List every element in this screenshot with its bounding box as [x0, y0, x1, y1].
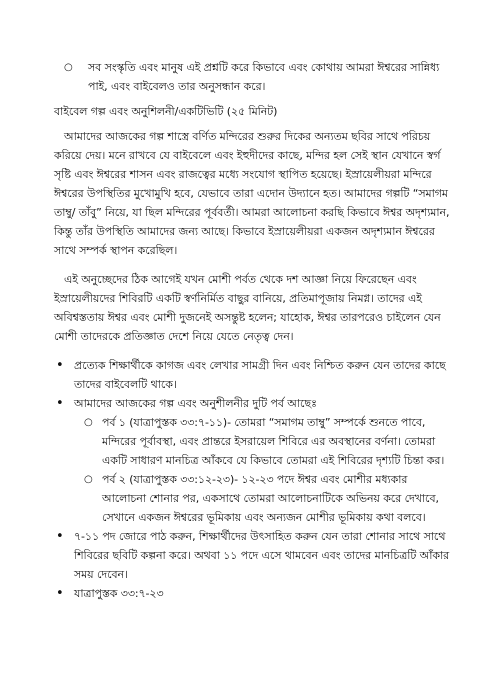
list-item-text: প্রত্যেক শিক্ষার্থীকে কাগজ এবং লেখার সামগ্রী দিন এবং নিশ্চিত করুন যেন তাদের কাছে তাদের বাইবেলটি থাকে। — [74, 359, 446, 391]
bullet-dot-icon: • — [56, 396, 64, 411]
bullet-dot-icon: • — [56, 586, 64, 601]
sub-list-item — [84, 470, 453, 527]
hollow-circle-icon: ○ — [64, 62, 73, 73]
intro-bullet-text: সব সংস্কৃতি এবং মানুষ এই প্রশ্নটি করে কিভাবে এবং কোথায় আমরা ঈশ্বরের সান্নিধ্য পাই, এবং বাইবেলও তার অনুসন্ধান করে। — [88, 61, 440, 93]
hollow-circle-icon: ○ — [84, 417, 93, 428]
bullet-dot-icon: • — [56, 529, 64, 544]
bullet-dot-icon: • — [56, 358, 64, 373]
intro-sub-bullet — [64, 58, 453, 96]
paragraph-golden-calf: এই অনুচ্ছেদের ঠিক আগেই যখন মোশী পর্বত থেকে দশ আজ্ঞা নিয়ে ফিরেছেন এবং ইস্রায়েলীয়দের শিবিরটি একটি স্বর্ণনির্মিত বাছুর বানিয়ে, প্রতিমাপূজায় নিমগ্ন। তাদের এই অবিশ্বস্ততায় ঈশ্বর এবং মোশী দুজনেই অসন্তুষ্ট হলেন; যাহোক, ঈশ্বর তারপরেও চাইলেন যেন মোশী তাদেরকে প্রতিজ্ঞাত দেশে নিয়ে যেতে নেতৃত্ব দেন। — [54, 273, 441, 343]
list-item-text: ৭-১১ পদ জোরে পাঠ করুন, শিক্ষার্থীদের উৎসাহিত করুন যেন তারা শোনার সাথে সাথে শিবিরের ছবিটি কল্পনা করে। অথবা ১১ পদে এসে থামবেন এবং তাদের মানচিত্রটি আঁকার সময় দেবেন। — [74, 530, 450, 581]
sub-list-item-text: পর্ব ২ (যাত্রাপুস্তক ৩৩:১২-২৩)- ১২-২৩ পদে ঈশ্বর এবং মোশীর মধ্যকার আলোচনা শোনার পর, একসাথে তোমরা আলোচনাটিকে অভিনয় করে দেখাবে, সেখানে একজন ঈশ্বরের ভূমিকায় এবং অন্যজন মোশীর ভূমিকায় কথা বলবে। — [102, 473, 439, 524]
paragraph-temple-story: আমাদের আজকের গল্প শাস্ত্রে বর্ণিত মন্দিরের শুরুর দিকের অন্যতম ছবির সাথে পরিচয় করিয়ে দেয়। মনে রাখবে যে বাইবেলে এবং ইহুদীদের কাছে, মন্দির হল সেই স্থান যেখানে স্বর্গ সৃষ্টি এবং ঈশ্বরের শাসন এবং রাজত্বের মধ্যে সংযোগ স্থাপিত হয়েছে। ইস্রায়েলীয়রা মন্দিরে ঈশ্বরের উপস্থিতির মুখোমুখি হবে, যেভাবে তারা এদোন উদ্যানে হত। আমাদের গল্পটি “সমাগম তাম্বু/ তাঁবু” নিয়ে, যা ছিল মন্দিরের পূর্ববর্তী। আমরা আলোচনা করছি কিভাবে ঈশ্বর অদৃশ্যমান, কিন্তু তাঁর উপস্থিতি আমাদের জন্য আছে। কিভাবে ইস্রায়েলীয়রা একজন অদৃশ্যমান ঈশ্বরের সাথে সম্পর্ক স্থাপন করেছিল। — [54, 130, 450, 257]
list-item — [56, 527, 453, 584]
list-item-text: যাত্রাপুস্তক ৩৩:৭-২৩ — [74, 587, 164, 600]
list-item — [56, 394, 453, 413]
list-item — [56, 584, 453, 603]
sub-list-item-text: পর্ব ১ (যাত্রাপুস্তক ৩৩:৭-১১)- তোমরা “সমাগম তাম্বু” সম্পর্কে শুনতে পাবে, মন্দিরের পূর্বাবস্থা, এবং প্রান্তরে ইসরায়েল শিবিরে এর অবস্থানের বর্ণনা। তোমরা একটি সাধারণ মানচিত্র আঁকবে যে কিভাবে তোমরা এই শিবিরের দৃশ্যটি চিন্তা কর। — [102, 416, 445, 467]
list-item — [56, 356, 453, 394]
list-item-text: আমাদের আজকের গল্প এবং অনুশীলনীর দুটি পর্ব আছেঃ — [74, 397, 317, 410]
section-title: বাইবেল গল্প এবং অনুশিলনী/একটিভিটি (২৫ মিনিট) — [54, 105, 278, 118]
hollow-circle-icon: ○ — [84, 474, 93, 485]
sub-list-item — [84, 413, 453, 470]
